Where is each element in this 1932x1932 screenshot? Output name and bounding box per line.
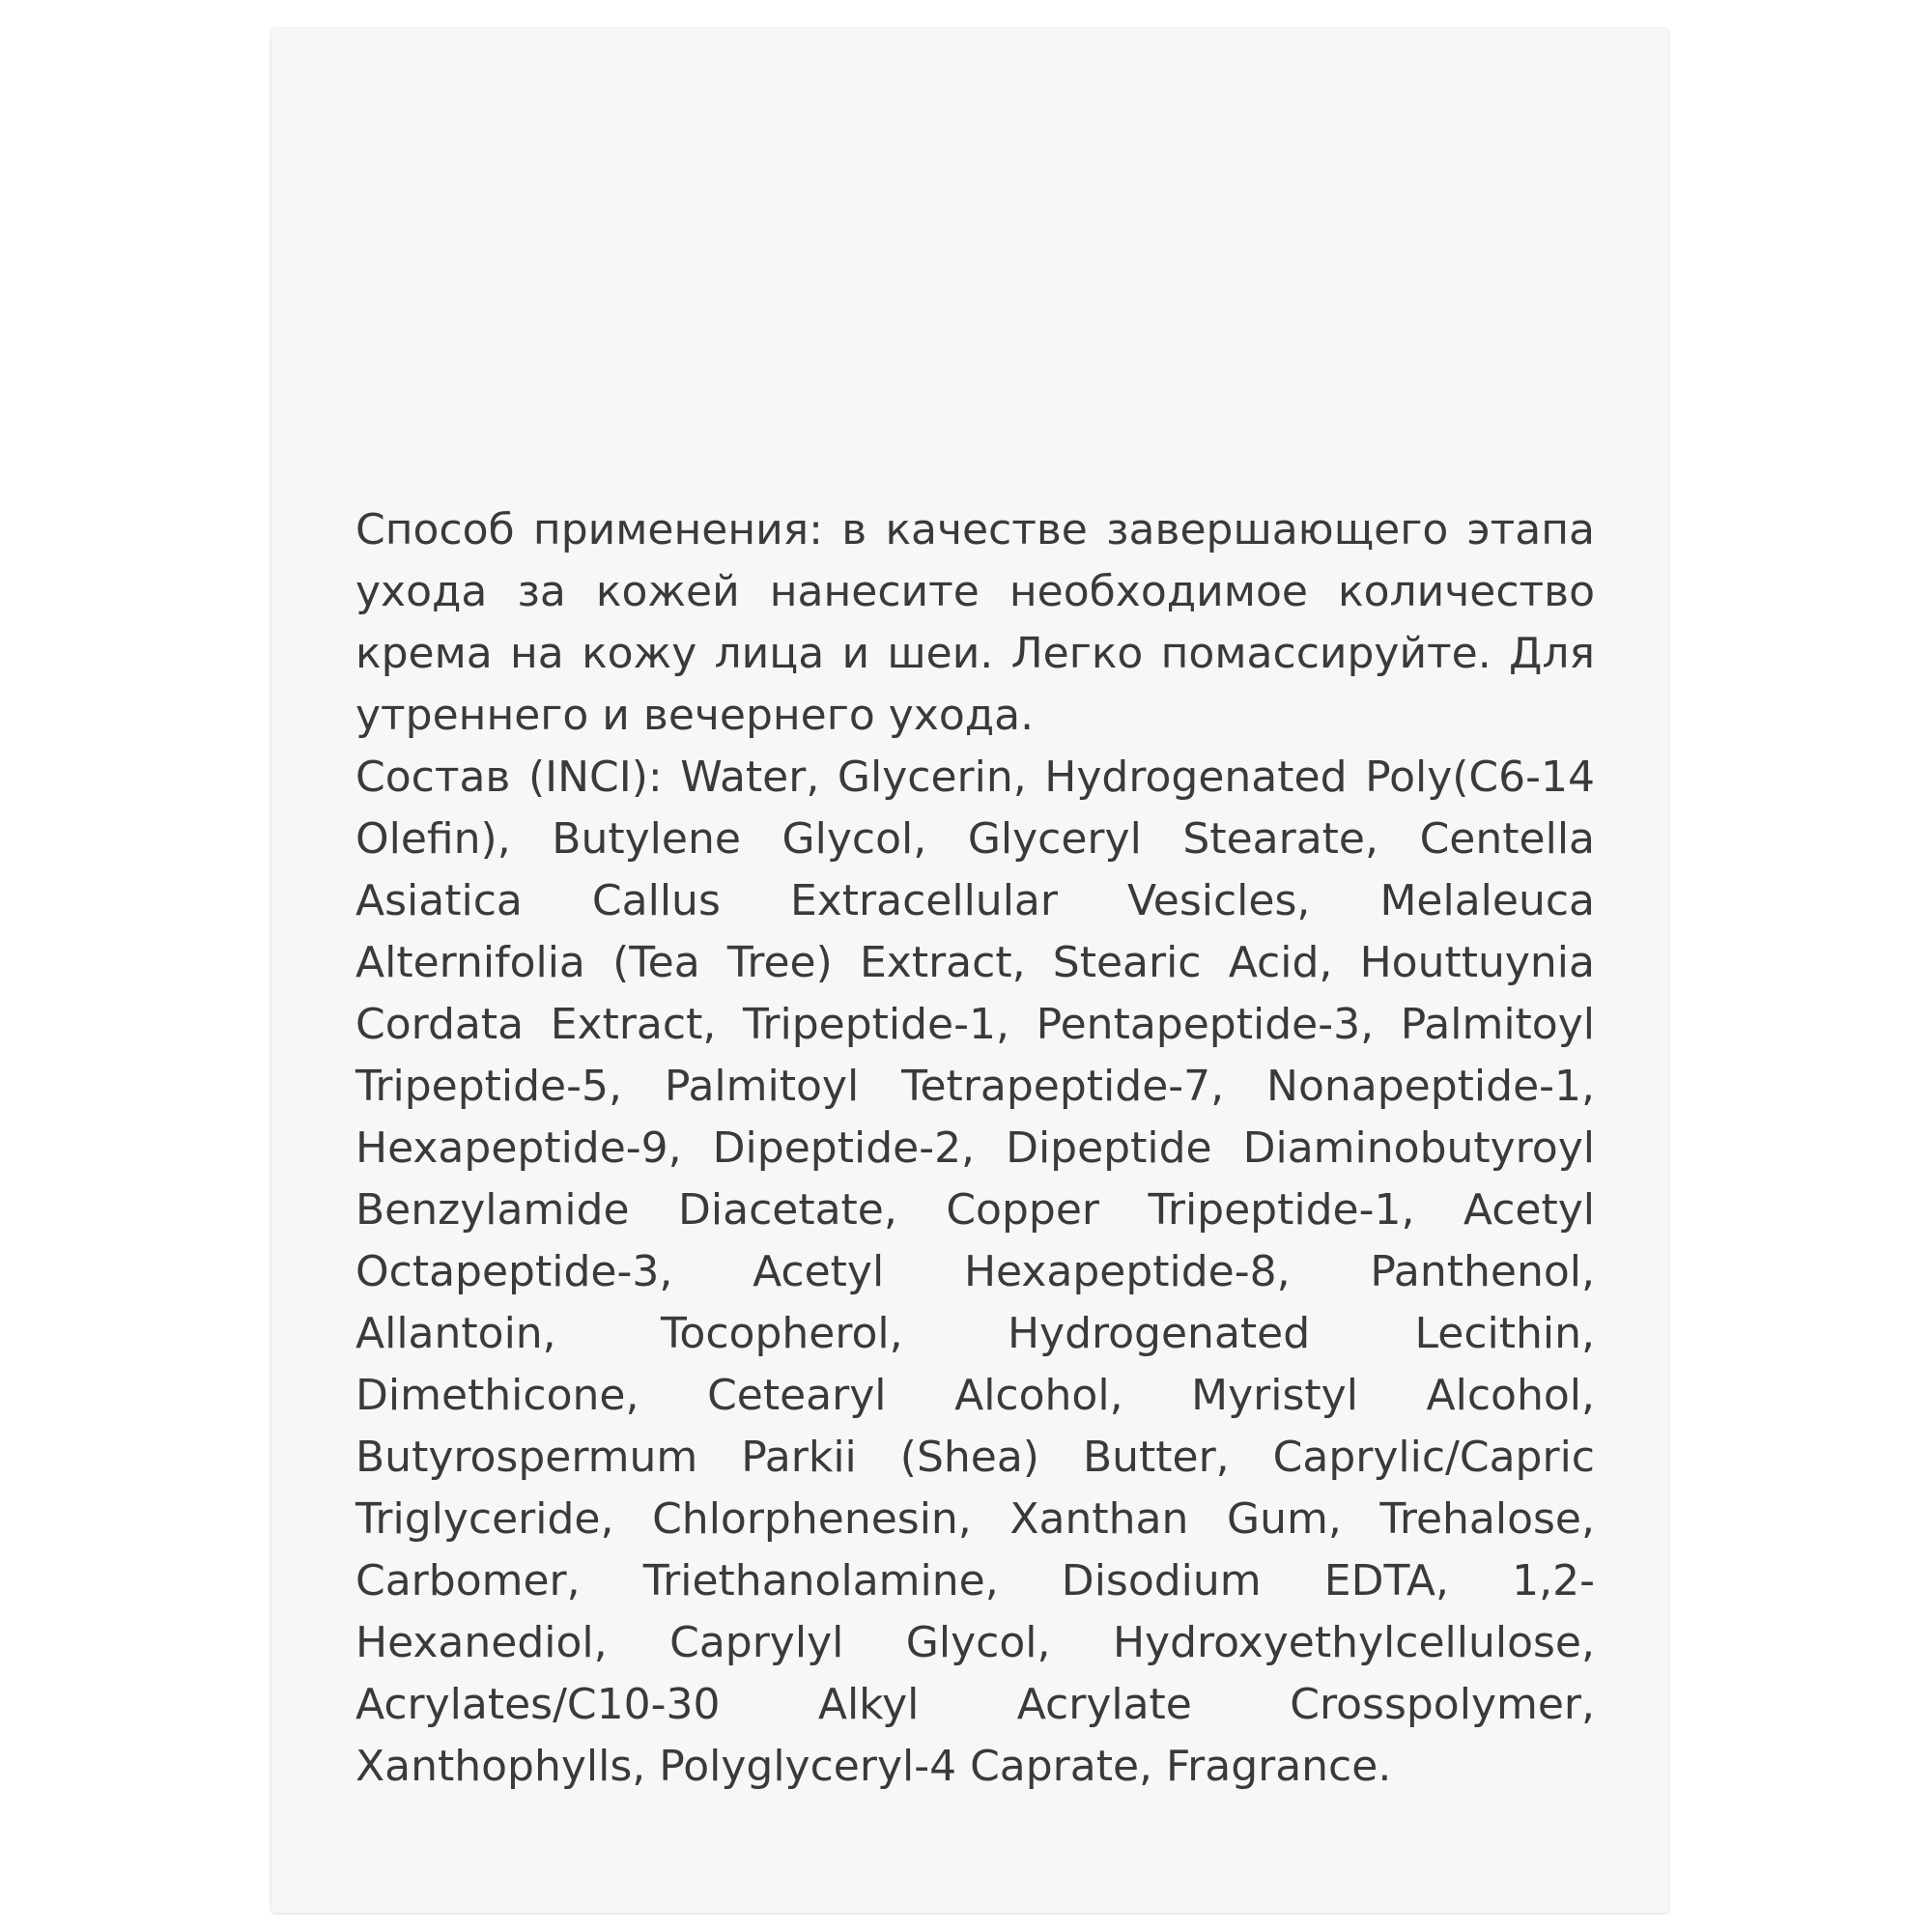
usage-instructions: Способ применения: в качестве завершающего этапа ухода за кожей нанесите необходимое количество крема на кожу лица и шеи. Легко помассируйте. Для утреннего и вечернего ухода. [355, 505, 1595, 740]
label-text-block [355, 499, 1595, 1798]
ingredients-list: Состав (INCI): Water, Glycerin, Hydrogenated Poly(C6-14 Olefin), Butylene Glycol, Glyceryl Stearate, Centella Asiatica Callus Extracellular Vesicles, Melaleuca Alternifolia (Tea Tree) Extract, Stearic Acid, Houttuynia Cordata Extract, Tripeptide-1, Pentapeptide-3, Palmitoyl Tripeptide-5, Palmitoyl Tetrapeptide-7, Nonapeptide-1, Hexapeptide-9, Dipeptide-2, Dipeptide Diaminobutyroyl Benzylamide Diacetate, Copper Tripeptide-1, Acetyl Octapeptide-3, Acetyl Hexapeptide-8, Panthenol, Allantoin, Tocopherol, Hydrogenated Lecithin, Dimethicone, Cetearyl Alcohol, Myristyl Alcohol, Butyrospermum Parkii (Shea) Butter, Caprylic/Capric Triglyceride, Chlorphenesin, Xanthan Gum, Trehalose, Carbomer, Triethanolamine, Disodium EDTA, 1,2-Hexanediol, Caprylyl Glycol, Hydroxyethylcellulose, Acrylates/C10-30 Alkyl Acrylate Crosspolymer, Xanthophylls, Polyglyceryl-4 Caprate, Fragrance. [355, 753, 1595, 1791]
